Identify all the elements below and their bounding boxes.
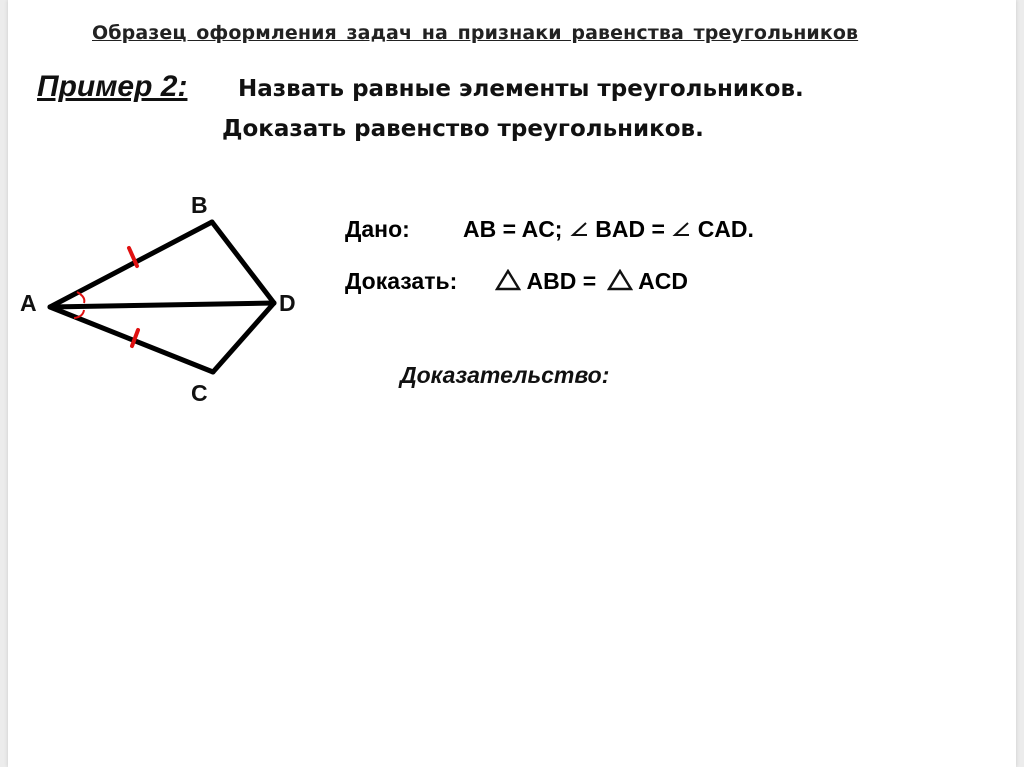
prove-label: Доказать:: [345, 268, 458, 294]
segment-cd: [213, 303, 274, 372]
prove-statement: [495, 268, 688, 295]
given-angle-bad: BAD =: [595, 216, 665, 242]
segment-ad: [50, 303, 274, 307]
segment-ab: [50, 222, 212, 307]
angle-icon: [569, 220, 589, 238]
angle-arc-cad: [74, 310, 84, 318]
prove-triangle-abd: ABD =: [526, 268, 597, 294]
example-label: Пример 2:: [37, 70, 188, 103]
triangle-icon: [495, 269, 521, 291]
given-segments: AB = AC;: [463, 216, 563, 242]
given-angle-cad: CAD.: [697, 216, 754, 242]
vertex-label-b: B: [191, 192, 208, 218]
task-line-1: Назвать равные элементы треугольников.: [238, 76, 804, 102]
vertex-label-a: A: [20, 290, 37, 316]
segment-bd: [212, 222, 274, 303]
prove-triangle-acd: ACD: [638, 268, 688, 294]
task-line-2: Доказать равенство треугольников.: [222, 116, 704, 142]
triangle-icon: [607, 269, 633, 291]
vertex-label-d: D: [279, 290, 296, 316]
slide-header: Образец оформления задач на признаки равенства треугольников: [92, 22, 859, 44]
segment-ac: [50, 307, 213, 372]
angle-icon: [671, 220, 691, 238]
proof-label: Доказательство:: [400, 362, 610, 388]
angle-arc-bad: [77, 292, 84, 303]
given-label: Дано:: [345, 216, 410, 242]
slide: [8, 0, 1016, 767]
vertex-label-c: C: [191, 380, 208, 406]
given-statement: [463, 216, 754, 243]
